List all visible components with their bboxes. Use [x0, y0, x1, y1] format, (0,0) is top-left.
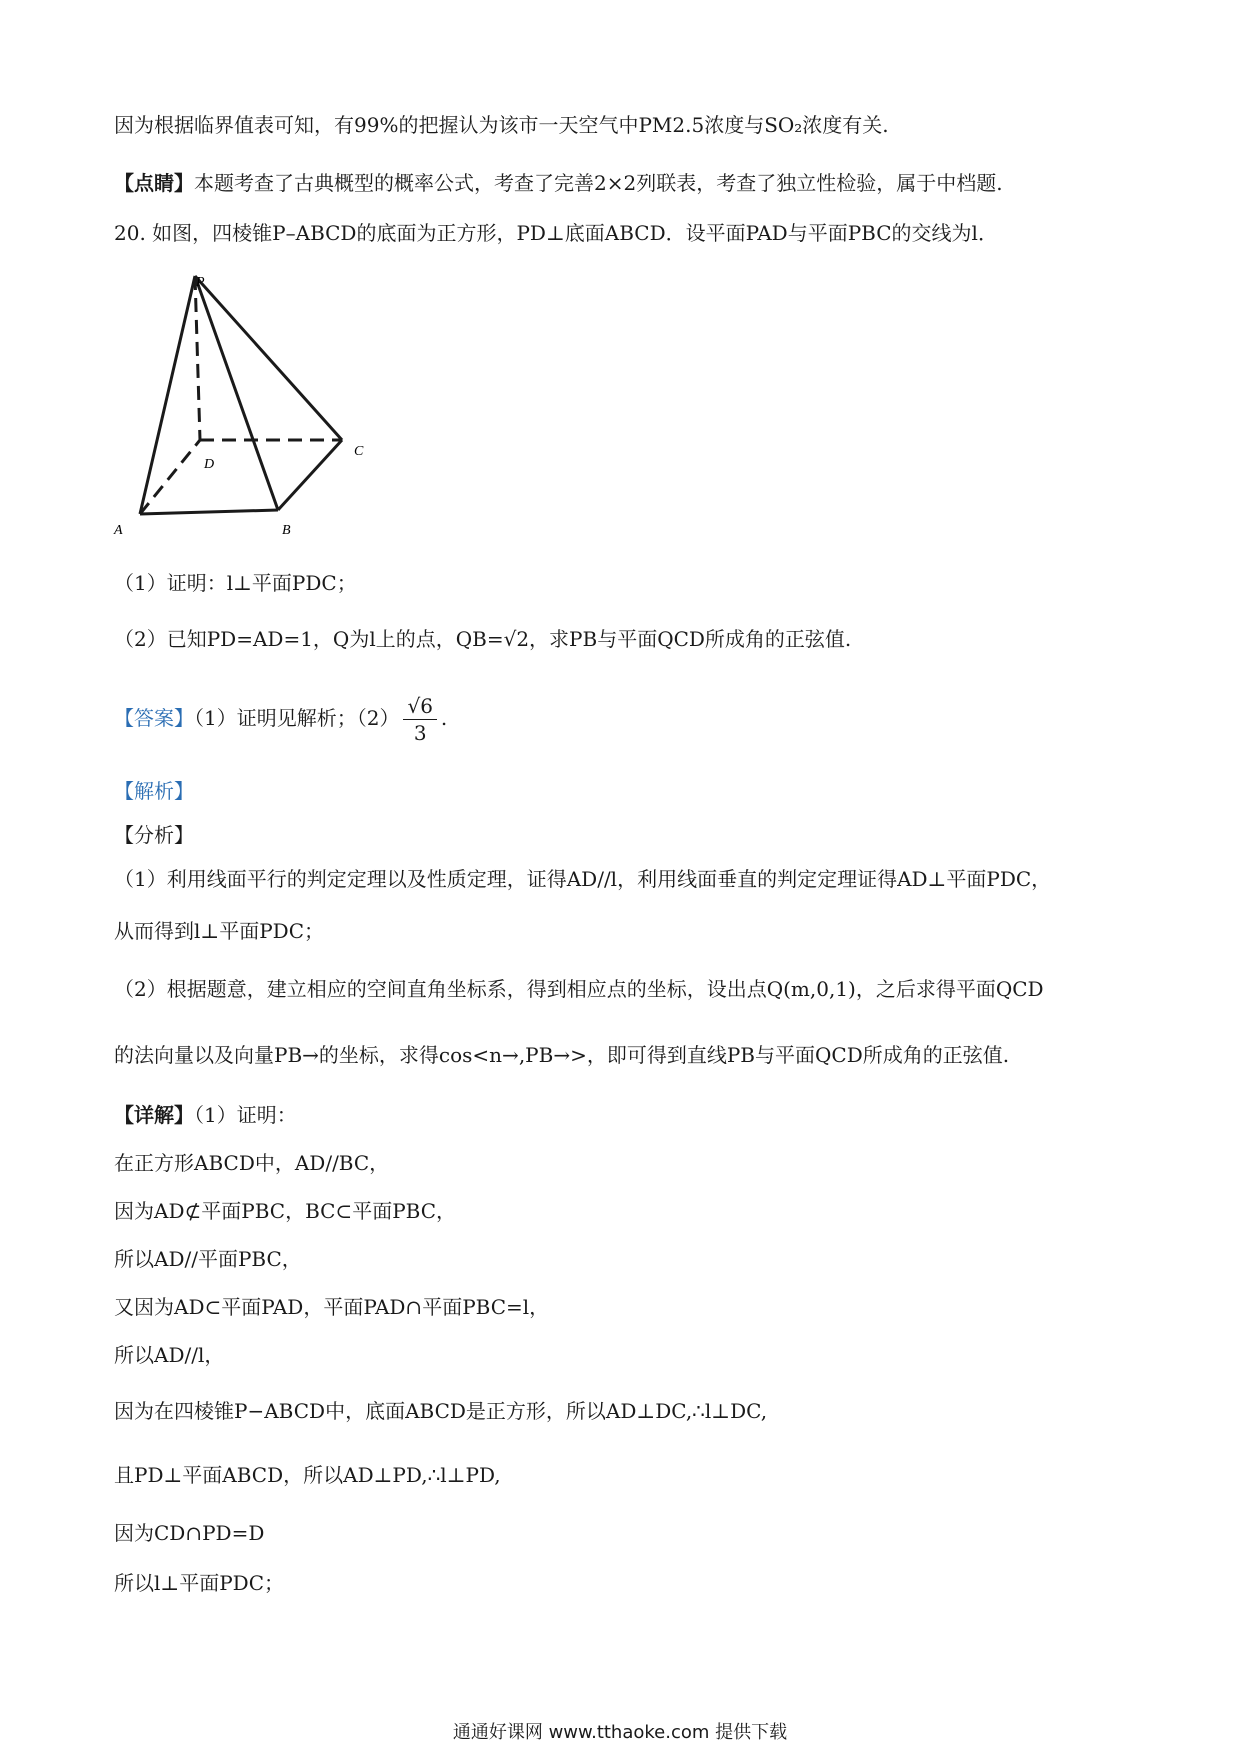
dianjing-text: 本题考查了古典概型的概率公式，考查了完善2×2列联表，考查了独立性检验，属于中档题. — [194, 171, 1003, 195]
detail-heading — [114, 1100, 297, 1130]
question-1: （1）证明：l⊥平面PDC； — [114, 571, 357, 595]
problem-20-statement: 20. 如图，四棱锥P–ABCD的底面为正方形，PD⊥底面ABCD．设平面PAD与平面PBC的交线为l． — [114, 221, 998, 245]
label-p: P — [196, 275, 205, 290]
label-c: C — [354, 444, 364, 459]
label-a: A — [114, 523, 123, 538]
analysis-1: （1）利用线面平行的判定定理以及性质定理，证得AD//l，利用线面垂直的判定定理证得AD⊥平面PDC， — [114, 867, 1052, 891]
answer-tag: 【答案】 — [114, 706, 194, 730]
answer-end: . — [440, 706, 448, 730]
proof-line-4: 又因为AD⊂平面PAD，平面PAD∩平面PBC=l， — [114, 1295, 550, 1319]
detail-tag: 【详解】 — [114, 1103, 194, 1127]
detail-text: （1）证明： — [194, 1103, 297, 1127]
proof-line-9: 所以l⊥平面PDC； — [114, 1571, 284, 1595]
analysis-3: （2）根据题意，建立相应的空间直角坐标系，得到相应点的坐标，设出点Q(m,0,1)，之后求得平面QCD — [114, 977, 1044, 1001]
edge-pc — [195, 276, 342, 440]
edge-pb — [195, 276, 278, 510]
proof-line-6: 因为在四棱锥P−ABCD中，底面ABCD是正方形，所以AD⊥DC,∴l⊥DC, — [114, 1399, 768, 1423]
answer-text: （1）证明见解析；（2） — [194, 706, 400, 730]
edge-bc — [278, 440, 342, 510]
jiexi-heading: 【解析】 — [114, 779, 194, 803]
label-b: B — [282, 523, 291, 538]
page-footer: 通通好课网 www.tthaoke.com 提供下载 — [452, 1722, 788, 1743]
proof-line-3: 所以AD//平面PBC， — [114, 1247, 302, 1271]
answer-numerator: √6 — [403, 693, 436, 720]
answer-line — [114, 686, 447, 750]
label-d: D — [204, 457, 215, 472]
proof-line-7: 且PD⊥平面ABCD，所以AD⊥PD,∴l⊥PD, — [114, 1463, 501, 1487]
edge-pd — [195, 276, 200, 440]
dianjing-tag: 【点睛】 — [114, 171, 194, 195]
question-2: （2）已知PD=AD=1，Q为l上的点，QB=√2，求PB与平面QCD所成角的正弦值. — [114, 627, 852, 651]
proof-line-8: 因为CD∩PD=D — [114, 1521, 265, 1545]
answer-denominator: 3 — [413, 721, 427, 745]
fenxi-heading: 【分析】 — [114, 823, 194, 847]
answer-fraction — [403, 693, 436, 746]
edge-ab — [140, 510, 278, 514]
proof-line-2: 因为AD⊄平面PBC，BC⊂平面PBC， — [114, 1199, 457, 1223]
line-conclusion: 因为根据临界值表可知，有99%的把握认为该市一天空气中PM2.5浓度与SO₂浓度有关. — [114, 113, 889, 137]
analysis-2: 从而得到l⊥平面PDC； — [114, 919, 324, 943]
analysis-4: 的法向量以及向量PB→的坐标，求得cos<n→,PB→>，即可得到直线PB与平面QCD所成角的正弦值. — [114, 1043, 1010, 1067]
pyramid-figure — [110, 272, 380, 542]
line-dianjing — [114, 168, 1003, 198]
proof-line-5: 所以AD//l， — [114, 1343, 225, 1367]
proof-line-1: 在正方形ABCD中，AD//BC， — [114, 1151, 390, 1175]
